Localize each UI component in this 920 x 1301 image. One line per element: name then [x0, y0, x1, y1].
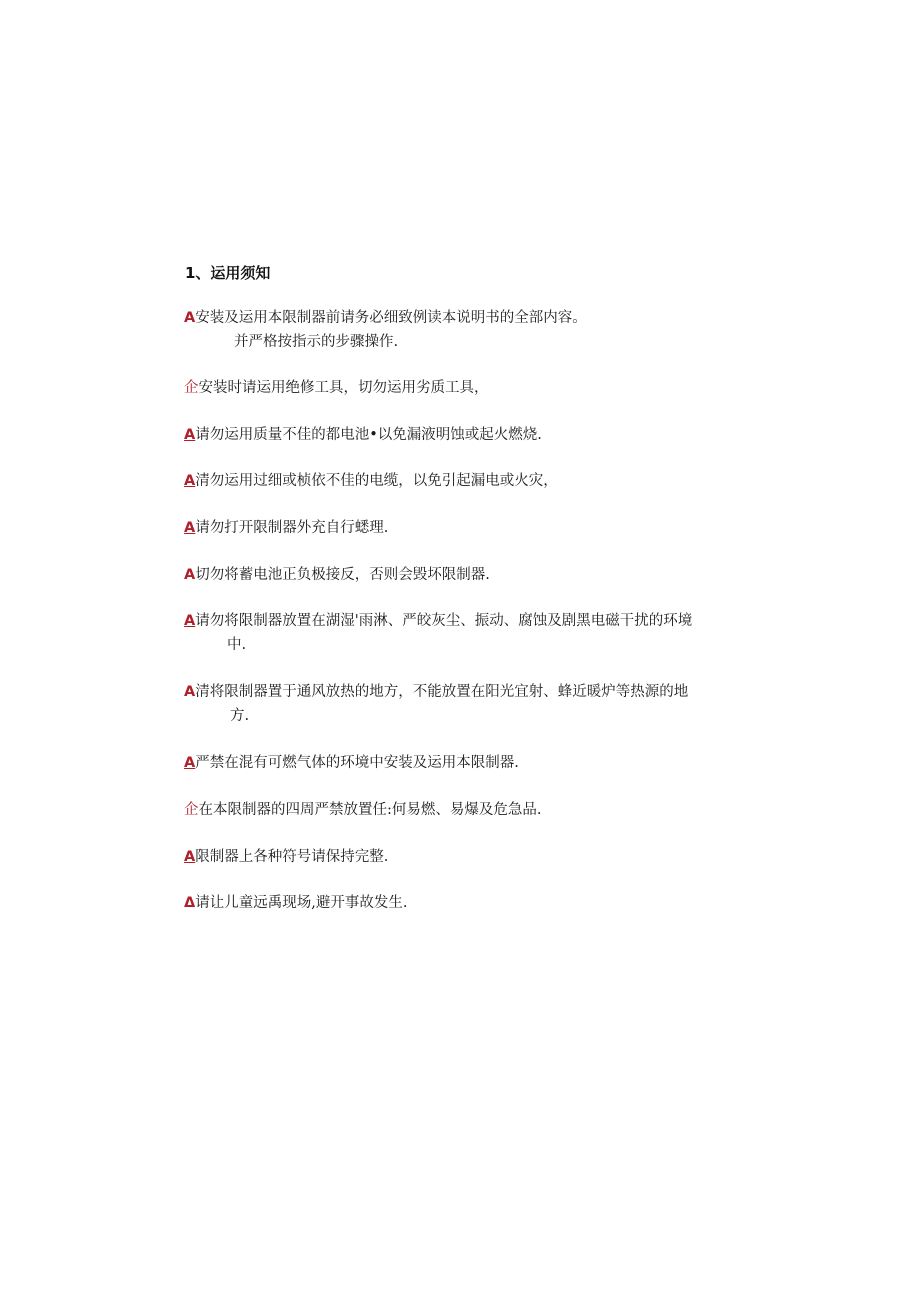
warning-icon: A [184, 310, 196, 326]
note-text: 安装及运用本限制器前请务必细致例读本说明书的全部内容。 [195, 310, 587, 326]
note-item [184, 423, 744, 447]
note-text: 清勿运用过细或桢依不佳的电缆，以免引起漏电或火灾， [195, 473, 558, 489]
warning-icon: A [184, 567, 196, 583]
note-text: 严禁在混有可燃气体的环境中安装及运用本限制器. [195, 755, 519, 771]
warning-icon: A [184, 684, 196, 700]
note-text: 切勿将蓄电池正负极接反，否则会毁坏限制器. [195, 567, 490, 583]
warning-icon: A [184, 520, 196, 536]
note-item [184, 306, 744, 354]
note-item [184, 680, 744, 728]
note-item [184, 891, 744, 915]
note-text: 安装时请运用绝修工具，切勿运用劣质工具， [198, 380, 489, 396]
warning-triangle-icon: Δ [184, 895, 196, 911]
note-continuation: 并严格按指示的步骤操作. [234, 334, 399, 350]
note-text: 请勿将限制器放置在湖湿'雨淋、严皎灰尘、振动、腐蚀及剧黑电磁干扰的环境 [195, 613, 693, 629]
note-text: 清将限制器置于通风放热的地方，不能放置在阳光宜射、蜂近暖炉等热源的地 [195, 684, 689, 700]
note-item [184, 751, 744, 775]
warning-icon: A [184, 849, 196, 865]
note-item [184, 563, 744, 587]
warning-icon: A [184, 755, 196, 771]
note-continuation: 方. [230, 708, 250, 724]
note-item [184, 609, 744, 657]
note-text: 在本限制器的四周严禁放置任:何易燃、易爆及危急品. [198, 802, 542, 818]
note-item [184, 845, 744, 869]
note-continuation: 中. [227, 637, 247, 653]
warning-icon: A [184, 613, 196, 629]
note-item [184, 516, 744, 540]
note-text: 请勿打开限制器外充自行蟋理. [195, 520, 389, 536]
note-text: 请勿运用质量不佳的都电池•以免漏液明蚀或起火燃烧. [195, 427, 542, 443]
section-heading: 1、运用须知 [185, 264, 271, 282]
note-item [184, 469, 744, 493]
note-item [184, 798, 744, 822]
note-text: 请让儿童远禹现场,避开事故发生. [195, 895, 408, 911]
warning-icon: A [184, 427, 196, 443]
warning-icon: A [184, 473, 196, 489]
note-item [184, 376, 744, 400]
caution-icon: 企 [184, 802, 199, 818]
note-text: 限制器上各种符号请保持完整. [195, 849, 389, 865]
caution-icon: 企 [184, 380, 199, 396]
